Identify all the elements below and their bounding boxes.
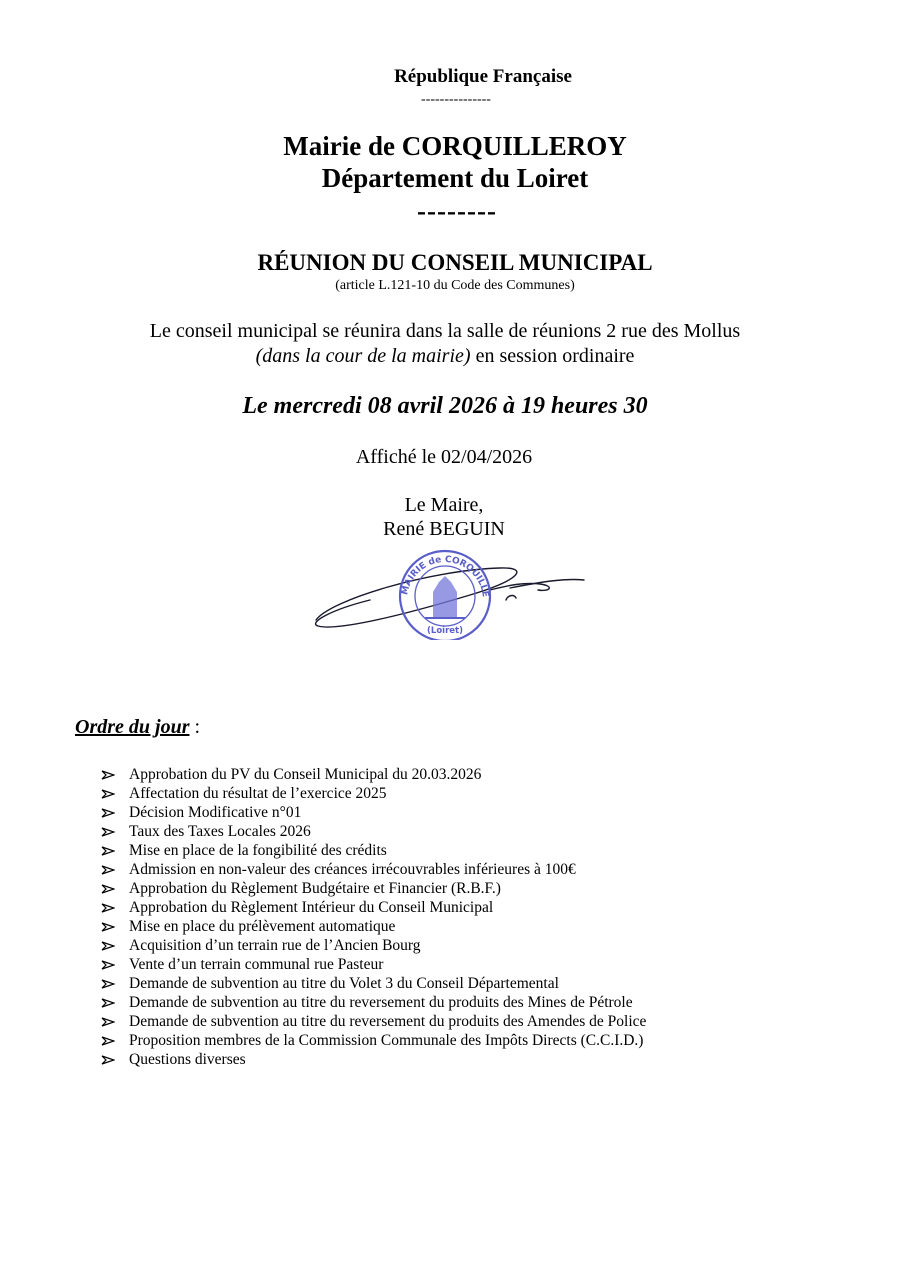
agenda-item-text: Approbation du PV du Conseil Municipal du 20.03.2026 xyxy=(129,766,482,783)
article-reference: (article L.121-10 du Code des Communes) xyxy=(335,278,575,293)
agenda-item-text: Acquisition d’un terrain rue de l’Ancien Bourg xyxy=(129,937,421,954)
location-line: Le conseil municipal se réunira dans la salle de réunions 2 rue des Mollus xyxy=(149,320,741,342)
session-line xyxy=(0,345,895,368)
agenda-item-text: Demande de subvention au titre du Volet 3 du Conseil Départemental xyxy=(129,975,559,992)
departement-title: Département du Loiret xyxy=(321,163,589,193)
arrow-bullet-icon xyxy=(101,770,115,780)
arrow-bullet-icon xyxy=(101,960,115,970)
arrow-bullet-icon xyxy=(101,1055,115,1065)
agenda-title: Ordre du jour xyxy=(75,716,190,738)
republic-heading: République Française xyxy=(394,66,572,87)
mairie-stamp xyxy=(400,551,490,640)
arrow-bullet-icon xyxy=(101,903,115,913)
session-text: en session ordinaire xyxy=(470,345,635,367)
separator-large: -------- xyxy=(417,196,497,226)
separator-small: --------------- xyxy=(421,92,491,107)
mairie-title: Mairie de CORQUILLEROY xyxy=(283,131,627,161)
agenda-heading xyxy=(75,716,200,739)
agenda-item-text: Approbation du Règlement Budgétaire et Financier (R.B.F.) xyxy=(129,880,501,897)
agenda-item-text: Vente d’un terrain communal rue Pasteur xyxy=(129,956,384,973)
agenda-item-text: Demande de subvention au titre du reversement du produits des Mines de Pétrole xyxy=(129,994,633,1011)
agenda-item-text: Taux des Taxes Locales 2026 xyxy=(129,823,311,840)
arrow-bullet-icon xyxy=(101,865,115,875)
arrow-bullet-icon xyxy=(101,884,115,894)
agenda-item-text: Mise en place de la fongibilité des crédits xyxy=(129,842,387,859)
arrow-bullet-icon xyxy=(101,808,115,818)
signature-and-stamp xyxy=(310,540,590,640)
arrow-bullet-icon xyxy=(101,998,115,1008)
posted-date: Affiché le 02/04/2026 xyxy=(355,446,533,468)
agenda-item-text: Admission en non-valeur des créances irrécouvrables inférieures à 100€ xyxy=(129,861,576,878)
arrow-bullet-icon xyxy=(101,1036,115,1046)
arrow-bullet-icon xyxy=(101,827,115,837)
arrow-bullet-icon xyxy=(101,979,115,989)
location-note: (dans la cour de la mairie) xyxy=(255,345,471,367)
agenda-item-text: Proposition membres de la Commission Communale des Impôts Directs (C.C.I.D.) xyxy=(129,1032,644,1049)
arrow-bullet-icon xyxy=(101,846,115,856)
agenda-item-text: Demande de subvention au titre du reversement du produits des Amendes de Police xyxy=(129,1013,647,1030)
meeting-title: RÉUNION DU CONSEIL MUNICIPAL xyxy=(257,250,653,275)
agenda-item-text: Questions diverses xyxy=(129,1051,246,1068)
arrow-bullet-icon xyxy=(101,1017,115,1027)
arrow-bullet-icon xyxy=(101,941,115,951)
stamp-ring-text: MAIRIE de CORQUILLE xyxy=(400,554,490,598)
meeting-datetime: Le mercredi 08 avril 2026 à 19 heures 30 xyxy=(242,393,648,419)
agenda-item-text: Mise en place du prélèvement automatique xyxy=(129,918,396,935)
agenda-item-text: Affectation du résultat de l’exercice 2025 xyxy=(129,785,387,802)
agenda-item-text: Approbation du Règlement Intérieur du Conseil Municipal xyxy=(129,899,494,916)
stamp-bottom-text: (Loiret) xyxy=(427,626,463,636)
signatory-name: René BEGUIN xyxy=(383,518,505,540)
arrow-bullet-icon xyxy=(101,789,115,799)
agenda-item-text: Décision Modificative n°01 xyxy=(129,804,302,821)
agenda-title-suffix: : xyxy=(189,716,201,738)
signatory-title: Le Maire, xyxy=(404,494,484,516)
arrow-bullet-icon xyxy=(101,922,115,932)
